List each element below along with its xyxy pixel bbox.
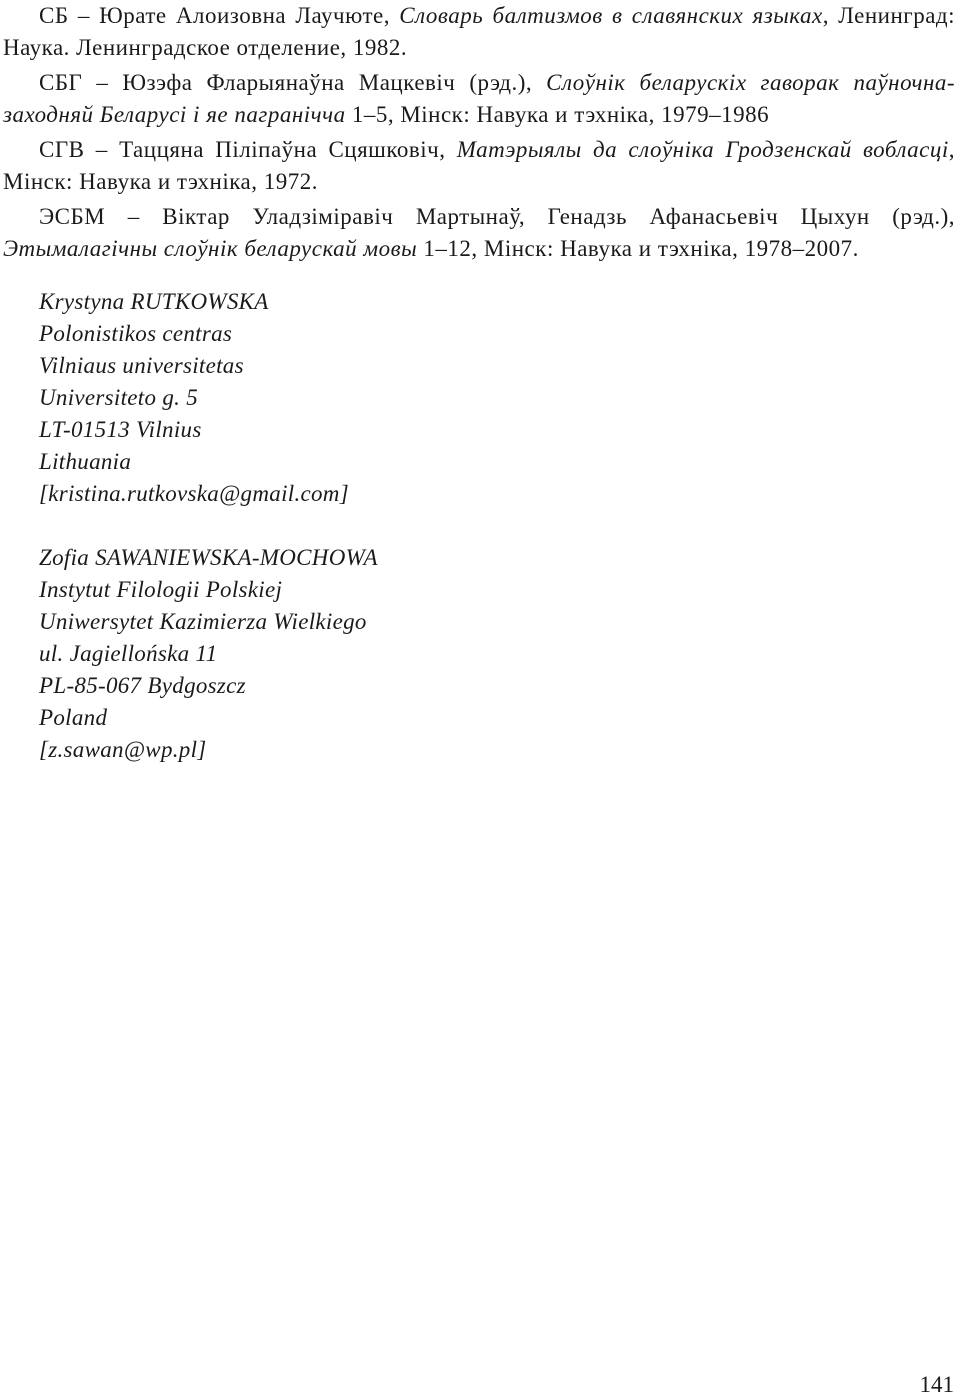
author-email: [kristina.rutkovska@gmail.com] (39, 481, 349, 506)
author-name: Zofia SAWANIEWSKA-MOCHOWA (39, 545, 378, 570)
reference-dash: – (127, 204, 140, 229)
author-department: Polonistikos centras (39, 321, 233, 346)
reference-abbreviation: СБ (39, 3, 69, 28)
author-address-rutkowska (39, 286, 378, 510)
author-address-sawaniewska-mochowa (39, 542, 378, 766)
reference-publication: 1–12, Мінск: Навука и тэхніка, 1978–2007. (417, 236, 859, 261)
reference-entry-sb (3, 0, 955, 64)
reference-dash: – (95, 137, 108, 162)
reference-abbreviation: СГВ (39, 137, 85, 162)
author-country: Lithuania (39, 449, 132, 474)
reference-title: Словарь балтизмов в славянских языках (399, 3, 823, 28)
author-street: ul. Jagiellońska 11 (39, 641, 218, 666)
author-department: Instytut Filologii Polskiej (39, 577, 283, 602)
reference-author: Віктар Уладзіміравіч Мартынаў, Генадзь Афанасьевіч Цыхун (рэд.), (162, 204, 955, 229)
reference-dash: – (77, 3, 90, 28)
page-number: 141 (919, 1372, 954, 1397)
reference-abbreviation: СБГ (39, 70, 83, 95)
reference-author: Таццяна Піліпаўна Сцяшковіч, (119, 137, 457, 162)
reference-publication: 1–5, Мінск: Навука и тэхніка, 1979–1986 (345, 102, 770, 127)
reference-entry-esbm (3, 201, 955, 265)
reference-entry-sbg (3, 67, 955, 131)
author-institution: Vilniaus universitetas (39, 353, 244, 378)
reference-dash: – (96, 70, 109, 95)
author-country: Poland (39, 705, 108, 730)
author-street: Universiteto g. 5 (39, 385, 199, 410)
author-city: PL-85-067 Bydgoszcz (39, 673, 246, 698)
reference-entry-sgv (3, 134, 955, 198)
author-institution: Uniwersytet Kazimierza Wielkiego (39, 609, 367, 634)
reference-title: Этымалагічны слоўнік беларускай мовы (3, 236, 418, 261)
reference-list (3, 0, 955, 268)
reference-publication: , Мінск: Навука и тэхніка, 1972. (3, 137, 956, 194)
author-email: [z.sawan@wp.pl] (39, 737, 207, 762)
reference-author: Юзэфа Фларыянаўна Мацкевіч (рэд.), (122, 70, 547, 95)
reference-author: Юрате Алоизовна Лаучюте, (99, 3, 400, 28)
reference-title: Слоўнік беларускіх гаворак паўночна-заходняй Беларусі і яе пагранічча (3, 70, 956, 127)
reference-title: Матэрыялы да слоўніка Гродзенскай вобласці (456, 137, 949, 162)
author-name: Krystyna RUTKOWSKA (39, 289, 269, 314)
reference-publication: , Ленинград: Наука. Ленинградское отделение, 1982. (3, 3, 956, 60)
author-city: LT-01513 Vilnius (39, 417, 202, 442)
reference-abbreviation: ЭСБМ (39, 204, 106, 229)
author-addresses (39, 286, 378, 766)
